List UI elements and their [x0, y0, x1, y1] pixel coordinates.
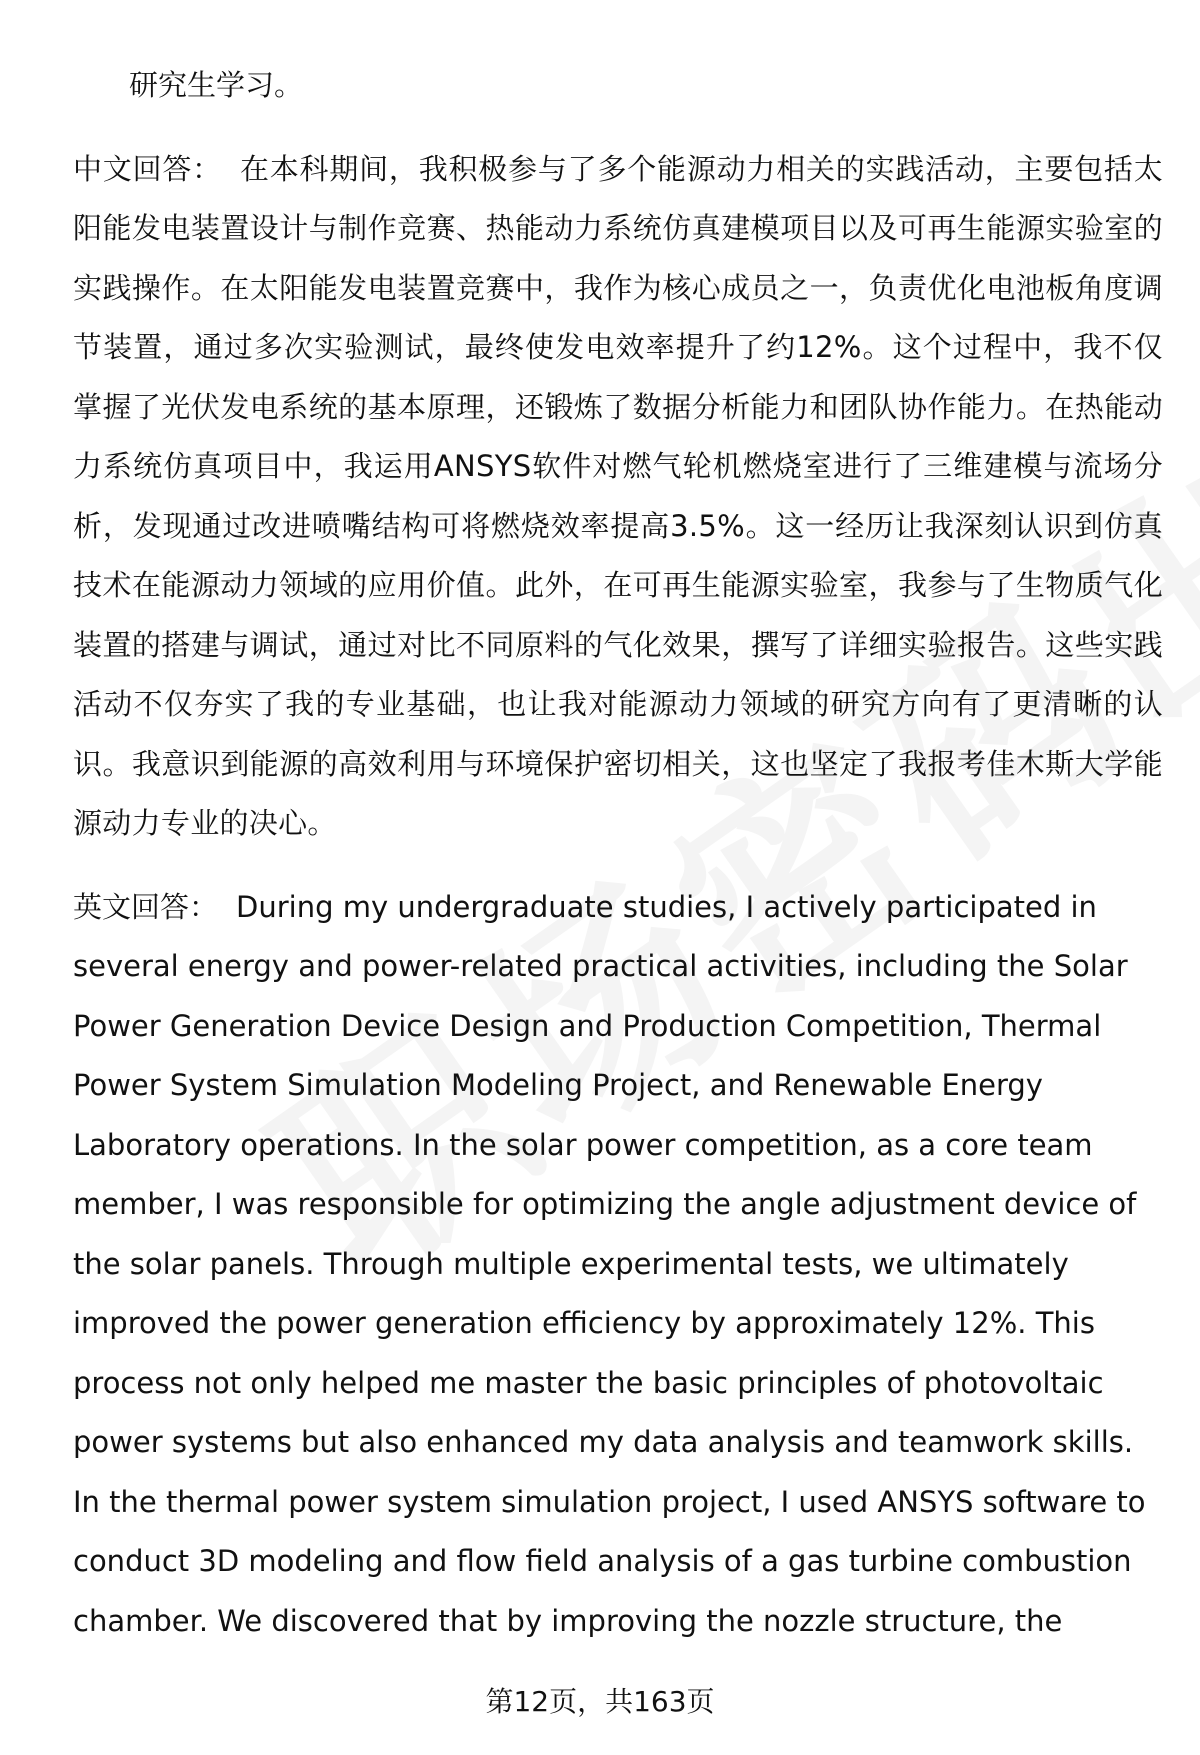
- chinese-answer-label: 中文回答：: [73, 151, 222, 186]
- english-answer-label: 英文回答：: [73, 889, 219, 924]
- document-body: [73, 56, 1163, 1651]
- intro-tail-line: 研究生学习。: [129, 68, 304, 102]
- chinese-answer-paragraph: [73, 140, 1163, 854]
- english-answer-text: During my undergraduate studies, I actively participated in several energy and power-related practical activities, including the Solar Power Generation Device Design and Production Competition, Thermal Power System Simulation Modeling Project, and Renewable Energy Laboratory operations. In the solar power competition, as a core team member, I was responsible for optimizing the angle adjustment device of the solar panels. Through multiple experimental tests, we ultimately improved the power generation efficiency by approximately 12%. This process not only helped me master the basic principles of photovoltaic power systems but also enhanced my data analysis and teamwork skills. In the thermal power system simulation project, I used ANSYS software to conduct 3D modeling and flow field analysis of a gas turbine combustion chamber. We discovered that by improving the nozzle structure, the: [73, 889, 1146, 1638]
- page-number-footer: 第12页，共163页: [485, 1685, 715, 1718]
- english-answer-paragraph: [73, 878, 1163, 1652]
- chinese-answer-text: 在本科期间，我积极参与了多个能源动力相关的实践活动，主要包括太阳能发电装置设计与制作竞赛、热能动力系统仿真建模项目以及可再生能源实验室的实践操作。在太阳能发电装置竞赛中，我作为核心成员之一，负责优化电池板角度调节装置，通过多次实验测试，最终使发电效率提升了约12%。这个过程中，我不仅掌握了光伏发电系统的基本原理，还锻炼了数据分析能力和团队协作能力。在热能动力系统仿真项目中，我运用ANSYS软件对燃气轮机燃烧室进行了三维建模与流场分析，发现通过改进喷嘴结构可将燃烧效率提高3.5%。这一经历让我深刻认识到仿真技术在能源动力领域的应用价值。此外，在可再生能源实验室，我参与了生物质气化装置的搭建与调试，通过对比不同原料的气化效果，撰写了详细实验报告。这些实践活动不仅夯实了我的专业基础，也让我对能源动力领域的研究方向有了更清晰的认识。我意识到能源的高效利用与环境保护密切相关，这也坚定了我报考佳木斯大学能源动力专业的决心。: [73, 151, 1163, 840]
